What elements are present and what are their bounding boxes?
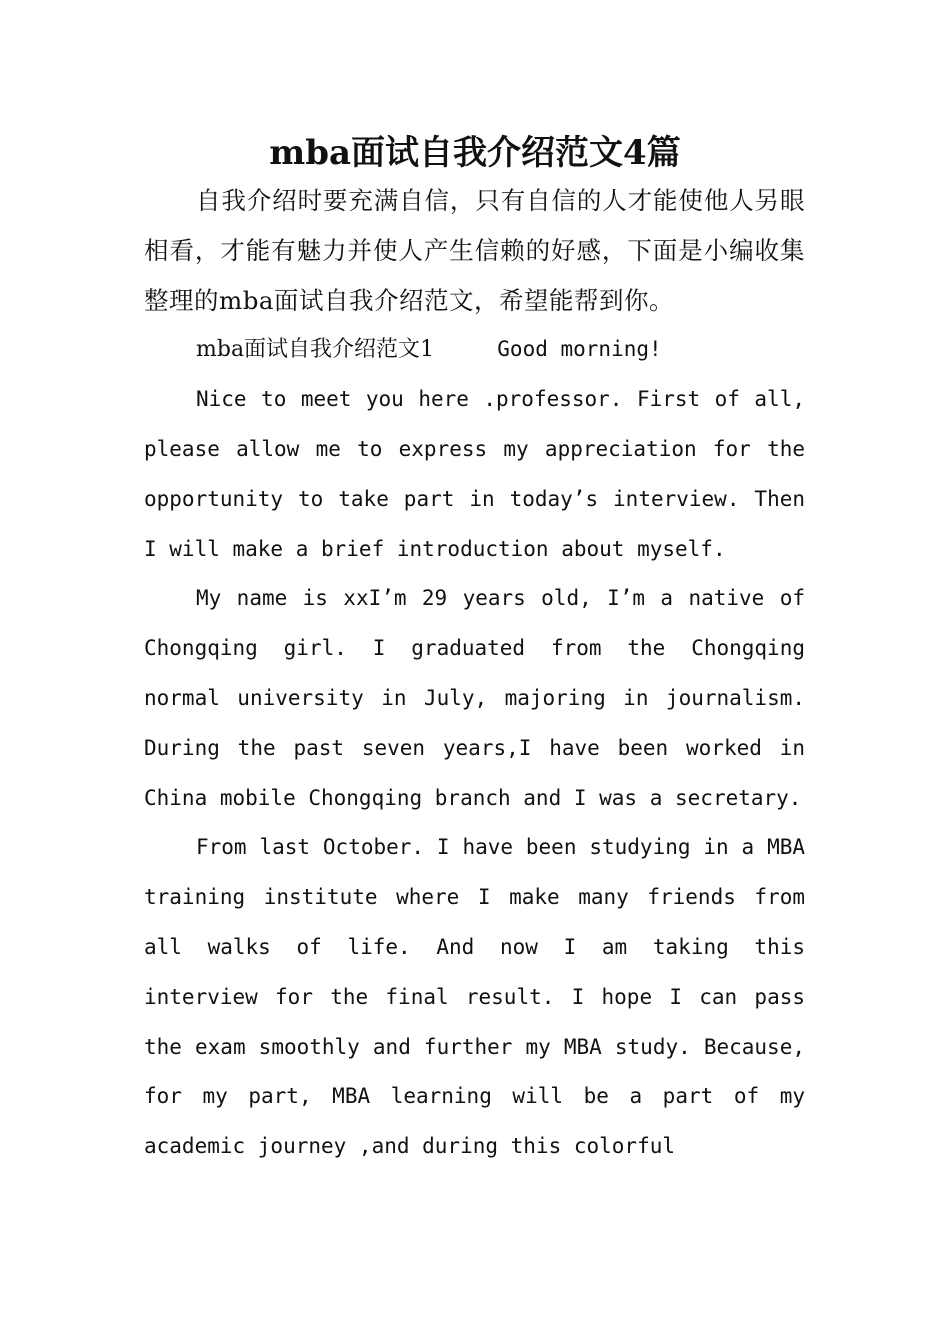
document-title: mba面试自我介绍范文4篇 xyxy=(269,133,681,173)
paragraph-3: From last October. I have been studying in a MBA training institute where I make many friends from all walks of life. And now I am taking this interview for the final result. I hope I can pass the exam smoothly and further my MBA study. Because, for my part, MBA learning will be a part of my academic journey ,and during this colorful xyxy=(144,835,805,1159)
section-heading-line xyxy=(144,325,805,375)
greeting-text: Good morning! xyxy=(497,337,662,362)
section-heading: mba面试自我介绍范文1 xyxy=(196,337,435,363)
paragraph-2: My name is xxI’m 29 years old, I’m a native of Chongqing girl. I graduated from the Chongqing normal university in July, majoring in journalism. During the past seven years,I have been worked in China mobile Chongqing branch and I was a secretary. xyxy=(144,586,805,810)
document-body xyxy=(144,176,805,1172)
intro-paragraph: 自我介绍时要充满自信，只有自信的人才能使他人另眼相看，才能有魅力并使人产生信赖的好感，下面是小编收集整理的mba面试自我介绍范文，希望能帮到你。 xyxy=(144,186,805,315)
paragraph-1: Nice to meet you here .professor. First of all, please allow me to express my appreciation for the opportunity to take part in today’s interview. Then I will make a brief introduction about myself. xyxy=(144,387,805,561)
